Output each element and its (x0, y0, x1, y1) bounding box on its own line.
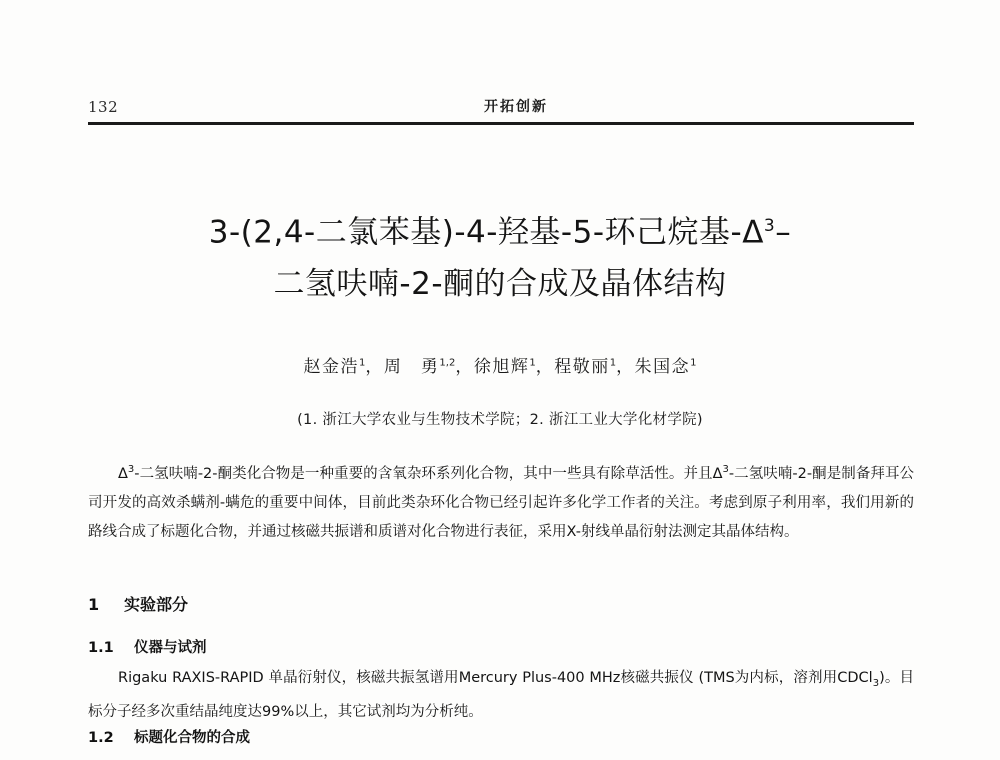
author-sep-1: ， (365, 357, 384, 377)
abstract-text-2: -二氢呋喃-2-酮类化合物是一种重要的含氧杂环系列化合物，其中一些具有除草活性。并且Δ (134, 465, 723, 482)
title-line-2: 二氢呋喃-2-酮的合成及晶体结构 (273, 266, 727, 303)
author-name-2: 周 勇 (383, 357, 440, 377)
abstract-text-3: -二氢呋喃-2-酮是制备拜耳公司开发的高效杀螨剂-螨危的重要中间体，目前此类杂环化合物已经引起许多化学工作者的关注。考虑到原子利用率，我们用新的路线合成了标题化合物，并通过核磁共振谱和质谱对化合物进行表征，采用X-射线单晶衍射法测定其晶体结构。 (88, 465, 915, 540)
section-title-1: 实验部分 (124, 595, 189, 614)
section-number-1: 1 (88, 595, 100, 614)
abstract-paragraph (88, 455, 914, 547)
author-list (100, 352, 900, 377)
section-heading-1 (88, 592, 914, 615)
affiliation-line: (1. 浙江大学农业与生物技术学院；2. 浙江工业大学化材学院) (297, 412, 703, 428)
title-line-1-superscript: 3 (763, 216, 776, 236)
title-line-1 (100, 200, 900, 258)
author-sep-4: ， (616, 357, 635, 377)
section-number-1-2: 1.2 (88, 730, 114, 746)
title-line-1-post: – (775, 214, 792, 251)
section-title-1-2: 标题化合物的合成 (134, 730, 250, 746)
author-name-3: 徐旭辉 (473, 357, 530, 377)
section-1-1-body (88, 664, 914, 726)
running-title: 开拓创新 (484, 99, 548, 115)
running-head (88, 96, 914, 116)
title-line-1-pre: 3-(2,4-二氯苯基)-4-羟基-5-环己烷基-Δ (208, 214, 764, 251)
article-title (100, 200, 900, 310)
author-affil-mark-2: 1,2 (439, 357, 456, 369)
author-name-1: 赵金浩 (303, 357, 360, 377)
body-text-post: )。目标分子经多次重结晶纯度达99%以上，其它试剂均为分析纯。 (88, 670, 914, 720)
author-affil-mark-1: 1 (359, 357, 366, 369)
page-number: 132 (88, 98, 119, 116)
abstract-superscript-1: 3 (127, 464, 135, 475)
author-affil-mark-5: 1 (690, 357, 697, 369)
header-divider (88, 122, 914, 125)
section-title-1-1: 仪器与试剂 (134, 640, 207, 656)
section-number-1-1: 1.1 (88, 640, 114, 656)
section-heading-1-2 (88, 726, 914, 747)
author-name-5: 朱国念 (634, 357, 691, 377)
author-name-4: 程敬丽 (554, 357, 610, 377)
section-heading-1-1 (88, 636, 914, 657)
author-affil-mark-4: 1 (609, 357, 617, 369)
body-text-pre: Rigaku RAXIS-RAPID 单晶衍射仪，核磁共振氢谱用Mercury Plus-400 MHz核磁共振仪 (TMS为内标，溶剂用CDCl (118, 670, 873, 686)
abstract-superscript-2: 3 (722, 464, 729, 475)
abstract-text-1: Δ (118, 465, 128, 482)
author-sep-2: ， (455, 357, 474, 377)
author-affil-mark-3: 1 (529, 357, 536, 369)
body-subscript: 3 (872, 677, 880, 689)
author-sep-3: ， (535, 357, 555, 377)
